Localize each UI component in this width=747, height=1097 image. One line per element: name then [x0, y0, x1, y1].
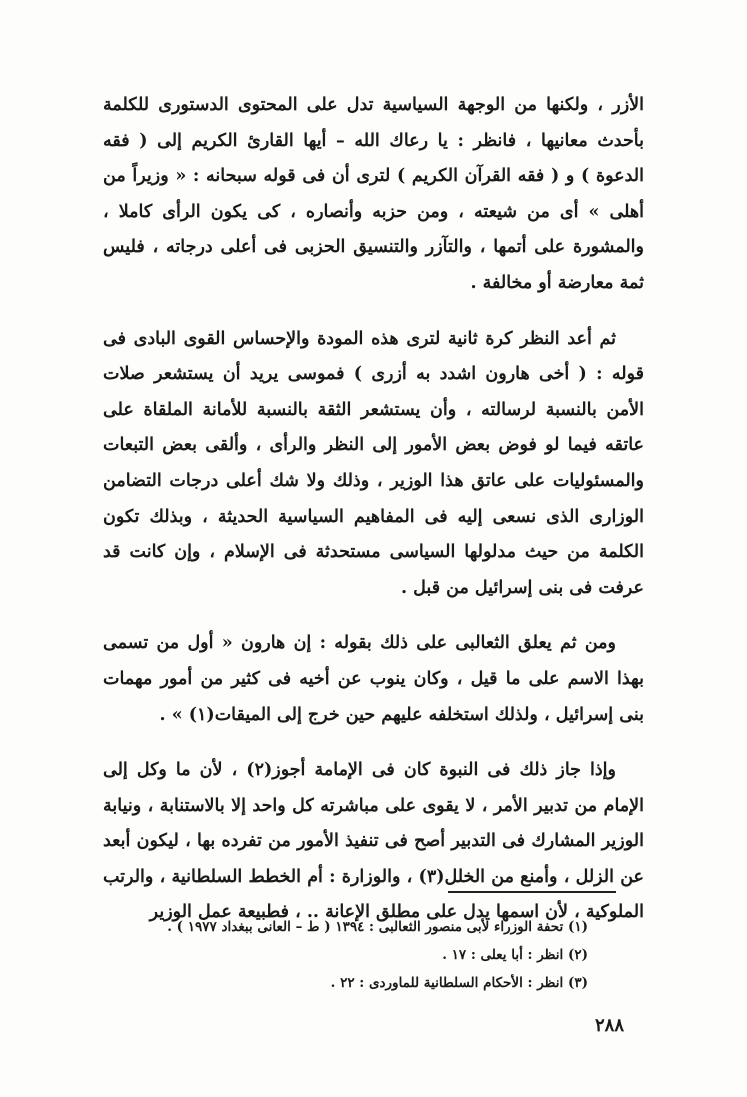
- footnote-3: (٣) انظر : الأحكام السلطانية للماوردى : ٢٢ .: [330, 975, 588, 991]
- footnote-separator: [448, 891, 616, 893]
- paragraph-4: وإذا جاز ذلك فى النبوة كان فى الإمامة أجوز(٢) ، لأن ما وكل إلى الإمام من تدبير الأمر ، لا يقوى على مباشرته كل واحد إلا بالاستنابة ، ونيابة الوزير المشارك فى التدبير أصح فى تنفيذ الأمور من تفرده بها ، ليكون أبعد عن الزلل ، وأمنع من الخلل(٣) ، والوزارة : أم الخطط السلطانية ، والرتب الملوكية ، لأن اسمها يدل على مطلق الإعانة .. ، فطبيعة عمل الوزير: [103, 760, 644, 923]
- main-text: [103, 88, 644, 931]
- paragraph-3: ومن ثم يعلق الثعالبى على ذلك بقوله : إن هارون « أول من تسمى بهذا الاسم على ما قيل ، وكان ينوب عن أخيه فى كثير من أمور مهمات بنى إسرائيل ، ولذلك استخلفه عليهم حين خرج إلى الميقات(١) » .: [103, 633, 644, 725]
- paragraph-2: ثم أعد النظر كرة ثانية لترى هذه المودة والإحساس القوى البادى فى قوله : ( أخى هارون اشدد به أزرى ) فموسى يريد أن يستشعر صلات الأمن بالنسبة لرسالته ، وأن يستشعر الثقة بالنسبة للأمانة الملقاة على عاتقه فيما لو فوض بعض الأمور إلى النظر والرأى ، وألقى بعض التبعات والمسئوليات على عاتق هذا الوزير ، وذلك ولا شك أعلى درجات التضامن الوزارى الذى نسعى إليه فى المفاهيم السياسية الحديثة ، وبذلك تكون الكلمة من حيث مدلولها السياسى مستحدثة فى الإسلام ، وإن كانت قد عرفت فى بنى إسرائيل من قبل .: [103, 328, 644, 598]
- page-number: ٢٨٨: [594, 1015, 624, 1036]
- footnotes: [140, 913, 588, 997]
- footnote-1: (١) تحفة الوزراء لأبى منصور الثعالبى : ١٣٩٤ ( ط – العانى ببغداد ١٩٧٧ ) .: [167, 919, 588, 935]
- paragraph-1: الأزر ، ولكنها من الوجهة السياسية تدل على المحتوى الدستورى للكلمة بأحدث معانيها ، فانظر : يا رعاك الله – أيها القارئ الكريم إلى ( فقه الدعوة ) و ( فقه القرآن الكريم ) لترى أن فى قوله سبحانه : « وزيراً من أهلى » أى من شيعته ، ومن حزبه وأنصاره ، كى يكون الرأى كاملا ، والمشورة على أتمها ، والتآزر والتنسيق الحزبى فى أعلى درجاته ، فليس ثمة معارضة أو مخالفة .: [103, 95, 644, 293]
- footnote-2: (٢) انظر : أبا يعلى : ١٧ .: [442, 947, 588, 963]
